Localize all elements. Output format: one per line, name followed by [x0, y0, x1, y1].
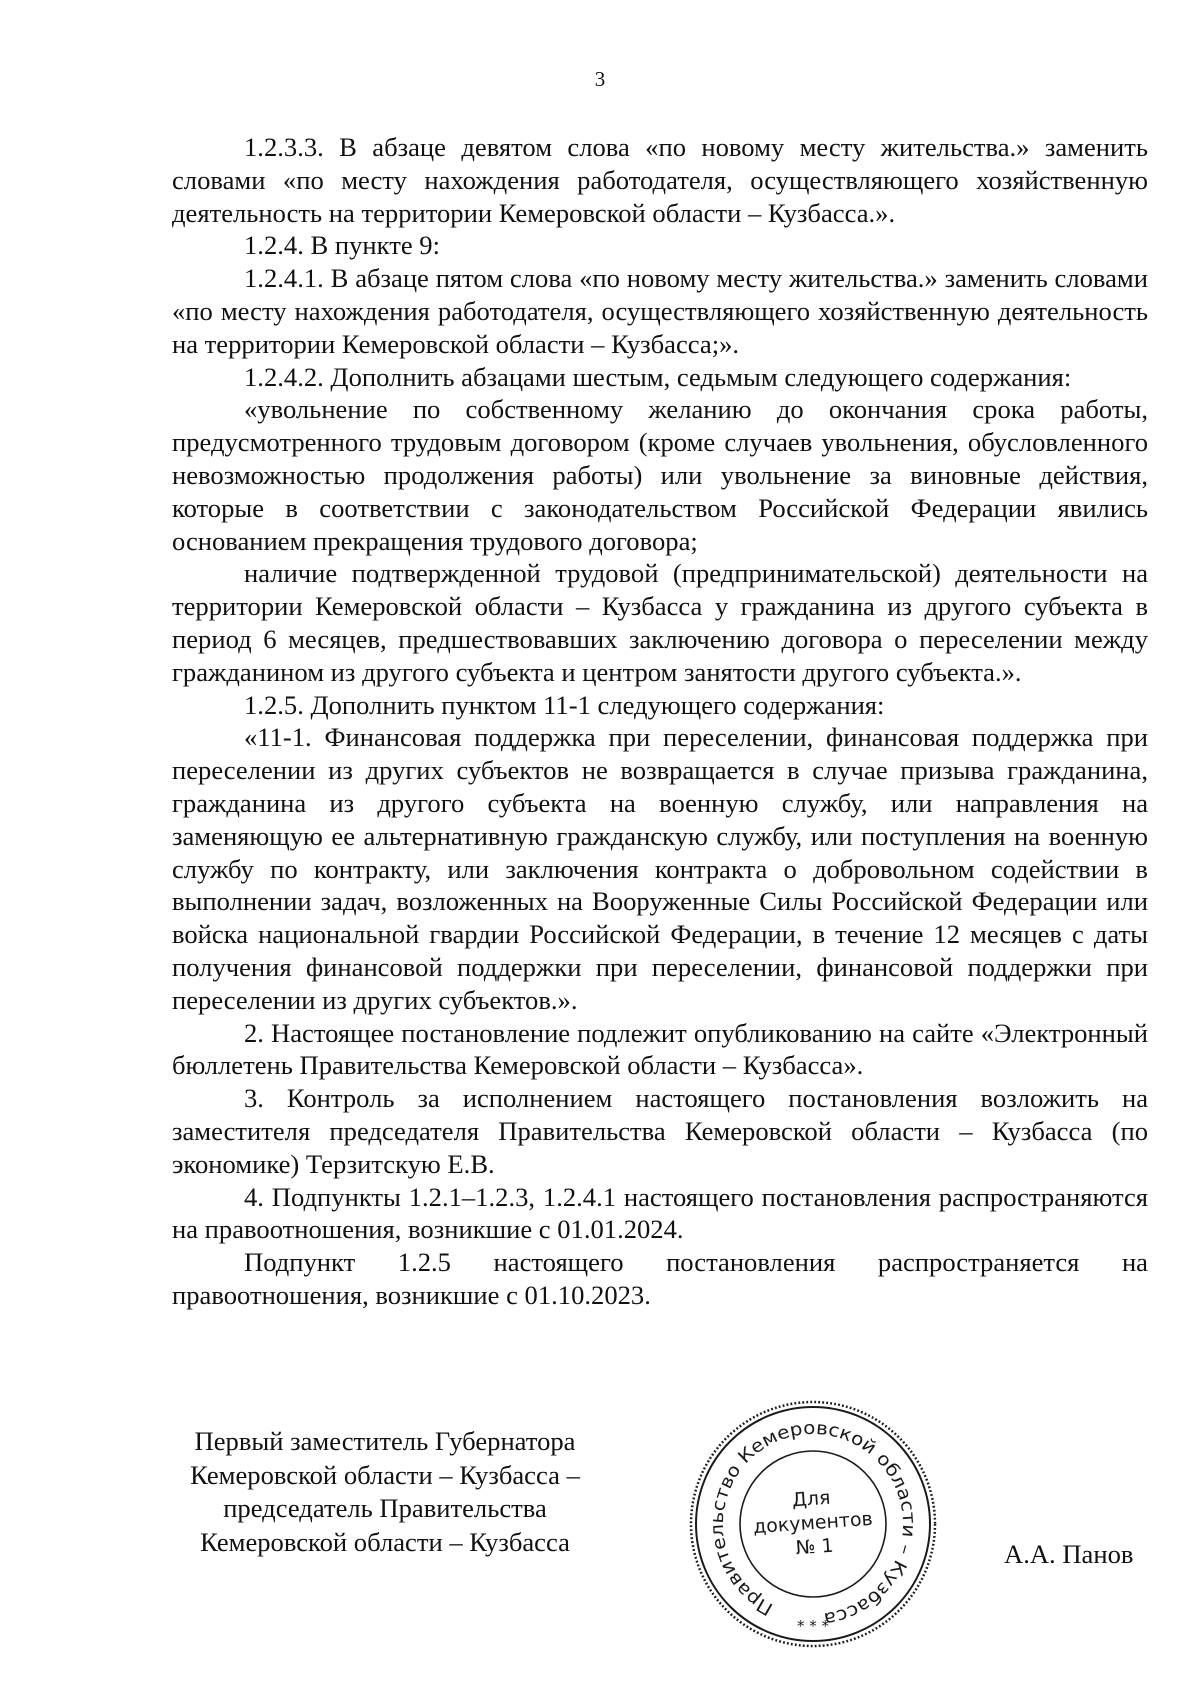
seal-ring-text: Правительство Кемеровской области – Кузбасса [706, 1417, 920, 1630]
signer-position-line: Кемеровской области – Кузбасса [200, 1526, 570, 1557]
paragraph-1-2-5: 1.2.5. Дополнить пунктом 11-1 следующего содержания: [244, 689, 885, 720]
signer-position-line: Кемеровской области – Кузбасса – [190, 1459, 580, 1490]
official-seal [688, 1399, 938, 1649]
paragraph-quote-11-1: «11-1. Финансовая поддержка при переселении, финансовая поддержка при переселении из других субъектов не возвращается в случае призыва гражданина, гражданина из другого субъекта на военную службу, или направления на заменяющую ее альтернативную гражданскую службу, или поступления на военную службу по контракту, или заключения контракта о добровольном содействии в выполнении задач, возложенных на Вооруженные Силы Российской Федерации или войска национальной гвардии Российской Федерации, в течение 12 месяцев с даты получения финансовой поддержки при переселении, финансовой поддержки при переселении из других субъектов.». [172, 722, 1148, 1015]
paragraph-1-2-4: 1.2.4. В пункте 9: [244, 230, 440, 261]
paragraph-1-2-4-2: 1.2.4.2. Дополнить абзацами шестым, седьмым следующего содержания: [244, 361, 1072, 392]
document-body [172, 131, 1148, 1312]
seal-stars: * * * [796, 1617, 830, 1635]
paragraph-1-2-3-3: 1.2.3.3. В абзаце девятом слова «по новому месту жительства.» заменить словами «по месту нахождения работодателя, осуществляющего хозяйственную деятельность на территории Кемеровской области – Кузбасса.». [172, 132, 1148, 228]
paragraph-4-subpoint: Подпункт 1.2.5 настоящего постановления распространяется на правоотношения, возникшие с 01.10.2023. [172, 1247, 1148, 1310]
signer-position-line: председатель Правительства [223, 1493, 547, 1523]
paragraph-1-2-4-1: 1.2.4.1. В абзаце пятом слова «по новому месту жительства.» заменить словами «по месту нахождения работодателя, осуществляющего хозяйственную деятельность на территории Кемеровской области – Кузбасса;». [172, 263, 1148, 359]
signer-name: А.А. Панов [1004, 1539, 1134, 1569]
seal-center-line: № 1 [794, 1534, 835, 1560]
paragraph-2: 2. Настоящее постановление подлежит опубликованию на сайте «Электронный бюллетень Правительства Кемеровской области – Кузбасса». [172, 1017, 1148, 1081]
seal-center-line: Для [791, 1486, 832, 1512]
page-number: 3 [594, 67, 606, 91]
paragraph-4: 4. Подпункты 1.2.1–1.2.3, 1.2.4.1 настоящего постановления распространяются на правоотношения, возникшие с 01.01.2024. [172, 1181, 1148, 1245]
paragraph-quote-dismissal: «увольнение по собственному желанию до окончания срока работы, предусмотренного трудовым договором (кроме случаев увольнения, обусловленного невозможностью продолжения работы) или увольнение за виновные действия, которые в соответствии с законодательством Российской Федерации явились основанием прекращения трудового договора; [172, 394, 1148, 556]
paragraph-quote-activity: наличие подтвержденной трудовой (предпринимательской) деятельности на территории Кемеровской области – Кузбасса у гражданина из другого субъекта в период 6 месяцев, предшествовавших заключению договора о переселении между гражданином из другого субъекта и центром занятости другого субъекта.». [172, 558, 1148, 687]
paragraph-3: 3. Контроль за исполнением настоящего постановления возложить на заместителя председателя Правительства Кемеровской области – Кузбасса (по экономике) Терзитскую Е.В. [172, 1083, 1148, 1179]
seal-center-line: документов [752, 1507, 874, 1539]
signer-position-line: Первый заместитель Губернатора [194, 1426, 576, 1456]
signer-position [160, 1425, 610, 1559]
